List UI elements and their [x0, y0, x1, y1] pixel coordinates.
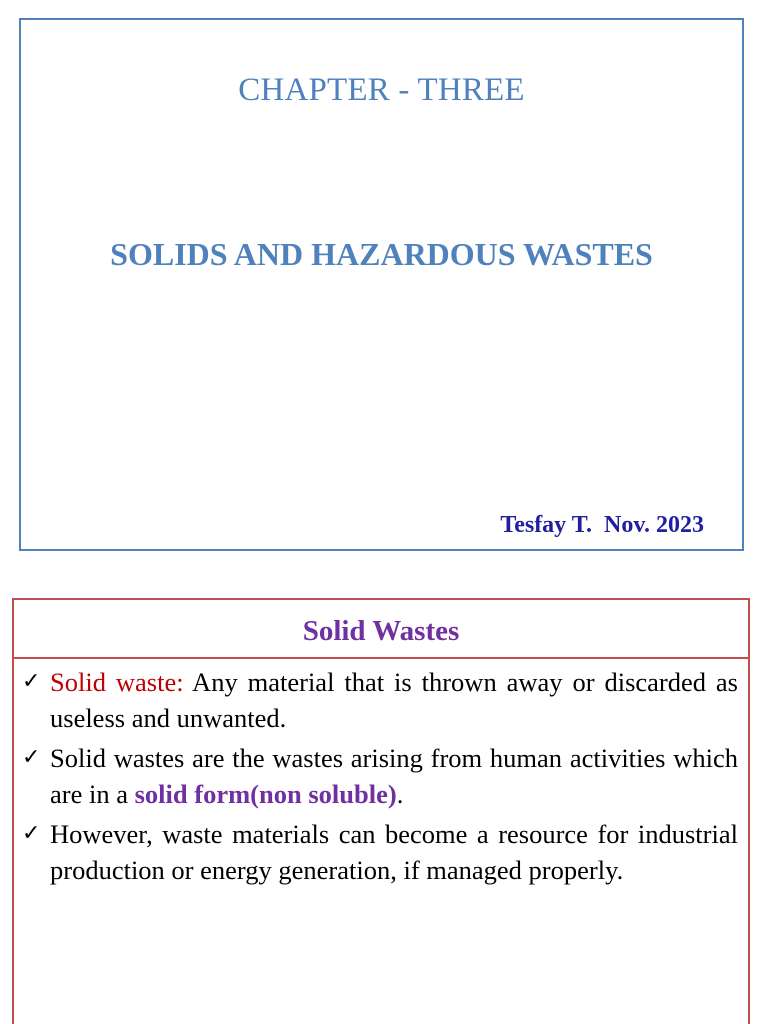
definition-term: Solid waste: [50, 667, 184, 697]
bullet-item [14, 816, 748, 888]
bullet-text-end: . [396, 779, 404, 809]
author-line [500, 512, 704, 539]
presentation-date: Nov. 2023 [603, 512, 704, 538]
bullet-text: Solid wastes are the wastes arising from human activities which are in a [50, 743, 738, 809]
checkmark-icon: ✓ [22, 745, 41, 770]
definition-text: Any material that is thrown away or discarded as useless and unwanted. [50, 667, 738, 733]
chapter-heading: CHAPTER - THREE [238, 72, 525, 108]
highlight-text: solid form(non soluble) [134, 779, 397, 809]
checkmark-icon: ✓ [22, 669, 41, 694]
bullet-text: However, waste materials can become a resource for industrial production or energy generation, if managed properly. [50, 819, 738, 885]
checkmark-icon: ✓ [22, 821, 41, 846]
bullet-list [14, 664, 748, 888]
bullet-item [14, 664, 748, 736]
author-name: Tesfay T. [500, 512, 592, 538]
slide-header: Solid Wastes [14, 600, 748, 659]
title-slide [19, 18, 744, 551]
content-slide [12, 598, 750, 1024]
bullet-item [14, 740, 748, 812]
slide-title: SOLIDS AND HAZARDOUS WASTES [110, 236, 653, 272]
